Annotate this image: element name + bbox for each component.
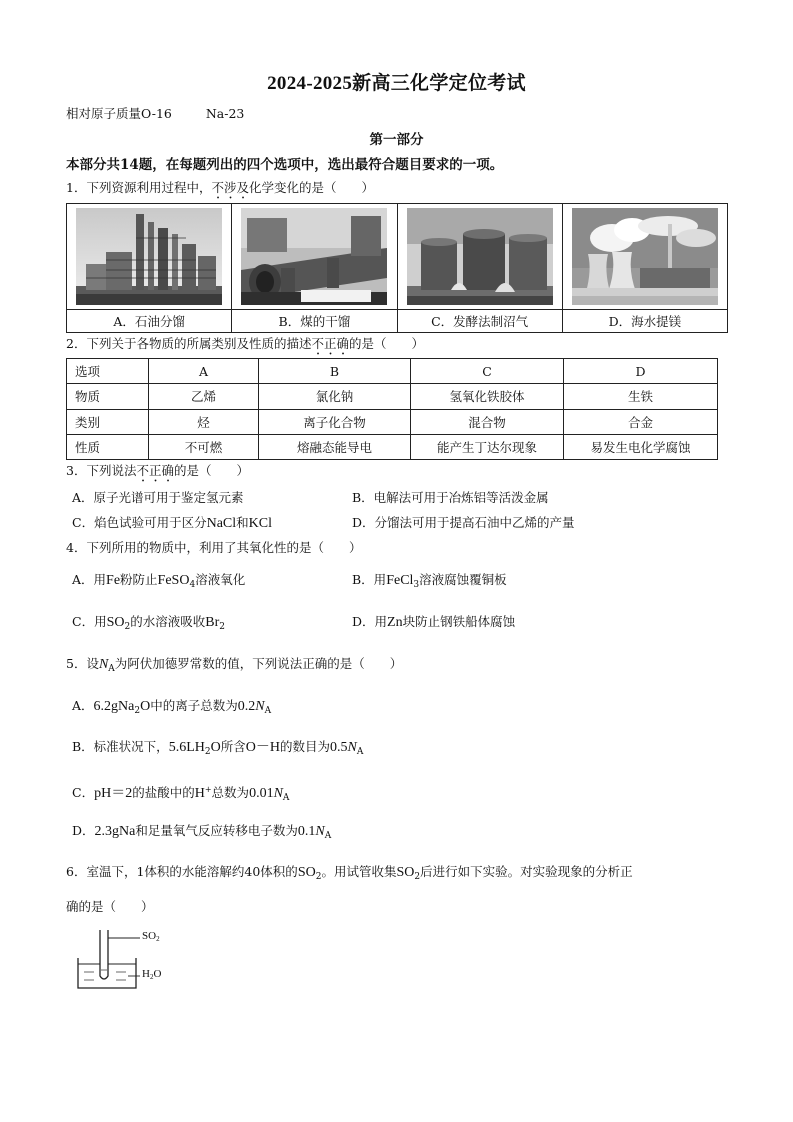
q4-c-so: SO xyxy=(106,615,125,630)
rotary-kiln-photo-icon xyxy=(241,208,387,305)
q4-option-d xyxy=(352,614,515,631)
q1-stem-post: 化学变化的是（ ） xyxy=(248,180,374,195)
test-tube-in-beaker-icon xyxy=(74,924,144,994)
q4-b-sub: 3 xyxy=(413,580,420,590)
power-plant-photo-icon xyxy=(572,208,718,305)
table-row xyxy=(67,359,718,384)
q4-c-sub1: 2 xyxy=(124,622,131,632)
q4-a-fe: Fe xyxy=(106,573,121,588)
q5-c-m1: pH＝2 xyxy=(94,786,133,801)
q5-c-m2: H xyxy=(194,786,205,801)
q2-stem-pre: 2．下列关于各物质的所属类别及性质的描述 xyxy=(66,336,312,351)
q4-b-post: 溶液腐蚀覆铜板 xyxy=(419,572,507,587)
q5-option-b xyxy=(72,739,363,760)
q2-stem-post: 的是（ ） xyxy=(348,336,424,351)
atomic-mass-line xyxy=(66,106,244,122)
q6-l1-so2-a: SO xyxy=(297,865,316,880)
q1-stem-pre: 1．下列资源利用过程中， xyxy=(66,180,212,195)
q4-d-pre: D．用 xyxy=(352,614,388,629)
q5-b-mid: 所含 xyxy=(220,739,246,754)
q5-c-pre: C． xyxy=(72,785,95,800)
q3-stem xyxy=(66,463,249,485)
q5-stem-pre: 5．设 xyxy=(66,656,99,671)
q5-b-m1: 5.6LH xyxy=(168,740,205,755)
table-cell: A xyxy=(149,359,259,384)
table-cell: 生铁 xyxy=(564,384,718,409)
q6-figure-so2-label xyxy=(142,930,160,943)
q5-d-sub: A xyxy=(324,831,332,841)
q1-option-b-image xyxy=(232,204,397,310)
part-instruction: 本部分共14题，在每题列出的四个选项中，选出最符合题目要求的一项。 xyxy=(66,157,504,173)
table-cell: D xyxy=(564,359,718,384)
q3-stem-emph: 不正确 xyxy=(136,463,174,478)
table-cell: B xyxy=(259,359,411,384)
q2-stem-emph: 不正确 xyxy=(311,336,349,351)
q5-c-sup: + xyxy=(204,785,212,794)
table-row xyxy=(67,384,718,409)
q5-b-mid2: 的数目为 xyxy=(279,739,330,754)
table-row xyxy=(67,434,718,459)
q3-option-c xyxy=(72,515,272,532)
q4-b-pre: B．用 xyxy=(352,572,387,587)
q6-experiment-figure xyxy=(74,924,184,994)
q1-option-c-label: C．发酵法制沼气 xyxy=(397,309,562,332)
table-row xyxy=(67,409,718,434)
q5-option-a xyxy=(72,698,271,719)
q5-b-sub2: A xyxy=(356,747,364,757)
biogas-tanks-photo-icon xyxy=(407,208,553,305)
q6-fig-h2o-sub: 2 xyxy=(149,973,154,981)
q5-option-c xyxy=(72,782,289,806)
q5-a-sub1: 2 xyxy=(134,706,141,716)
q6-stem-line2: 确的是（ ） xyxy=(66,899,154,914)
q3-option-b: B．电解法可用于冶炼铝等活泼金属 xyxy=(352,490,549,505)
q4-a-sub: 4 xyxy=(189,580,196,590)
atomic-mass-o: O-16 xyxy=(141,106,172,121)
q6-figure-h2o-label xyxy=(142,968,161,981)
q5-b-m4: 0.5 xyxy=(329,740,348,755)
atomic-mass-na: Na-23 xyxy=(205,106,245,121)
table-cell: 性质 xyxy=(67,434,149,459)
q4-c-sub2: 2 xyxy=(219,622,225,632)
q6-stem-line1 xyxy=(66,864,633,885)
q5-c-m3: 0.01 xyxy=(249,786,274,801)
q4-option-b xyxy=(352,572,507,593)
q1-option-d-image xyxy=(562,204,727,310)
q5-a-m3: 0.2 xyxy=(237,699,256,714)
q5-d-mid: 和足量氧气反应转移电子数为 xyxy=(135,823,298,838)
q4-d-post: 块防止钢铁船体腐蚀 xyxy=(402,614,516,629)
exam-title: 2024-2025新高三化学定位考试 xyxy=(267,73,526,94)
q6-l1-sub1: 2 xyxy=(315,872,322,882)
q4-c-pre: C．用 xyxy=(72,614,107,629)
q1-option-d-label: D．海水提镁 xyxy=(562,309,727,332)
q4-stem: 4．下列所用的物质中，利用了其氧化性的是（ ） xyxy=(66,540,362,555)
table-cell: 混合物 xyxy=(411,409,564,434)
table-cell: 熔融态能导电 xyxy=(259,434,411,459)
q3-option-c-pre: C．焰色试验可用于区分 xyxy=(72,515,207,530)
table-cell: 乙烯 xyxy=(149,384,259,409)
q2-stem xyxy=(66,336,424,358)
q5-d-m1: 2.3gNa xyxy=(94,824,136,839)
q4-d-zn: Zn xyxy=(387,615,403,630)
q6-l1-sub2: 2 xyxy=(414,872,421,882)
q4-a-post: 溶液氧化 xyxy=(195,572,246,587)
q5-stem xyxy=(66,656,402,677)
table-cell: 不可燃 xyxy=(149,434,259,459)
q6-fig-so2-sub: 2 xyxy=(156,935,160,943)
q4-a-feso: FeSO xyxy=(157,573,190,588)
table-cell: 能产生丁达尔现象 xyxy=(411,434,564,459)
q5-stem-n: N xyxy=(98,657,109,672)
table-cell: 易发生电化学腐蚀 xyxy=(564,434,718,459)
q6-l1-pre: 6．室温下，1体积的水能溶解约40体积的 xyxy=(66,864,298,879)
q3-option-a: A．原子光谱可用于鉴定氢元素 xyxy=(72,490,244,505)
q3-stem-post: 的是（ ） xyxy=(173,463,249,478)
q5-stem-post: 为阿伏加德罗常数的值，下列说法正确的是（ ） xyxy=(114,656,403,671)
table-cell: 氯化钠 xyxy=(259,384,411,409)
q5-b-m2: O xyxy=(210,740,221,755)
q4-b-fecl: FeCl xyxy=(386,573,414,588)
q1-option-a-label: A．石油分馏 xyxy=(67,309,232,332)
q5-d-n: N xyxy=(315,824,325,839)
q4-c-br: Br xyxy=(205,615,220,630)
q1-stem-emph: 不涉及 xyxy=(211,180,249,195)
atomic-mass-label: 相对原子质量 xyxy=(66,106,142,121)
q5-c-sub: A xyxy=(282,793,290,803)
table-cell: 类别 xyxy=(67,409,149,434)
table-cell: 离子化合物 xyxy=(259,409,411,434)
q2-table xyxy=(66,358,718,460)
q4-a-pre: A．用 xyxy=(72,572,107,587)
q4-option-a xyxy=(72,572,245,593)
q4-option-c xyxy=(72,614,225,635)
q6-l1-mid: 。用试管收集 xyxy=(321,864,397,879)
table-cell: 氢氧化铁胶体 xyxy=(411,384,564,409)
q1-option-c-image xyxy=(397,204,562,310)
q6-l1-so2-b: SO xyxy=(396,865,415,880)
q3-option-d: D．分馏法可用于提高石油中乙烯的产量 xyxy=(352,515,575,530)
q4-c-mid: 的水溶液吸收 xyxy=(130,614,206,629)
q5-c-mid2: 总数为 xyxy=(211,785,250,800)
q5-b-pre: B．标准状况下， xyxy=(72,739,169,754)
q5-b-n: N xyxy=(347,740,357,755)
q6-fig-so2: SO xyxy=(142,930,157,942)
refinery-photo-icon xyxy=(76,208,222,305)
q5-stem-sub: A xyxy=(108,664,115,674)
q4-a-mid: 粉防止 xyxy=(120,572,158,587)
q5-d-m2: 0.1 xyxy=(297,824,316,839)
q5-b-m3: O－H xyxy=(245,740,280,755)
q1-option-a-image xyxy=(67,204,232,310)
q5-a-m2: O xyxy=(140,699,151,714)
q5-b-sub1: 2 xyxy=(204,747,211,757)
q6-fig-o: O xyxy=(153,968,162,980)
q5-a-mid: 中的离子总数为 xyxy=(150,698,238,713)
q5-a-sub2: A xyxy=(264,706,272,716)
q3-stem-pre: 3．下列说法 xyxy=(66,463,137,478)
q5-a-n: N xyxy=(255,699,265,714)
table-cell: 烃 xyxy=(149,409,259,434)
q5-d-pre: D． xyxy=(72,823,95,838)
table-cell: 物质 xyxy=(67,384,149,409)
part-heading: 第一部分 xyxy=(369,132,424,148)
q3-option-c-kcl: KCl xyxy=(248,516,272,531)
q5-option-d xyxy=(72,823,331,844)
q6-l1-post: 后进行如下实验。对实验现象的分析正 xyxy=(420,864,633,879)
q5-c-n: N xyxy=(273,786,283,801)
q5-c-mid: 的盐酸中的 xyxy=(132,785,195,800)
table-cell: 合金 xyxy=(564,409,718,434)
q1-options-table xyxy=(66,203,728,333)
q1-option-b-label: B．煤的干馏 xyxy=(232,309,397,332)
q3-option-c-mid: 和 xyxy=(236,515,249,530)
q5-a-pre: A． xyxy=(72,698,94,713)
table-cell: 选项 xyxy=(67,359,149,384)
q1-stem xyxy=(66,180,374,202)
q3-option-c-nacl: NaCl xyxy=(206,516,237,531)
q5-a-m1: 6.2gNa xyxy=(93,699,135,714)
table-cell: C xyxy=(411,359,564,384)
q6-fig-h: H xyxy=(142,968,150,980)
